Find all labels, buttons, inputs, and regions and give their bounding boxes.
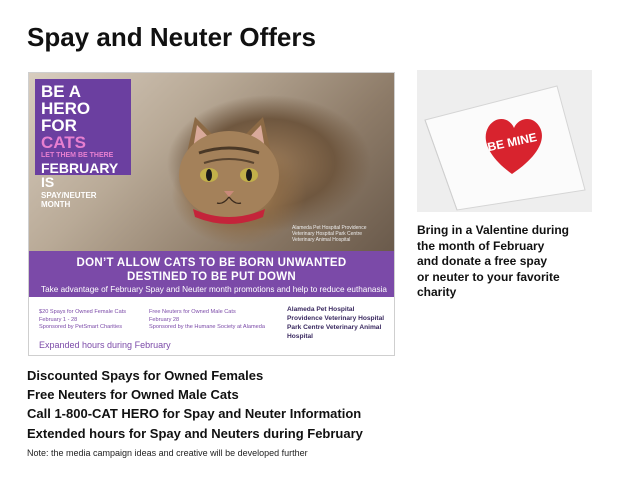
card-line: the month of February <box>417 238 545 253</box>
card-line: charity <box>417 285 457 299</box>
hospital-list <box>287 306 392 342</box>
poster-banner <box>29 251 394 297</box>
list-item: Extended hours for Spay and Neuters during February <box>27 425 363 441</box>
kitten-illustration <box>159 113 299 233</box>
hero-small-text: LET THEM BE THERE <box>41 152 114 159</box>
cat-photo <box>29 73 394 251</box>
hero-subheadline <box>41 117 125 151</box>
offer-spay-sponsor: Sponsored by PetSmart Charities <box>39 324 123 331</box>
hero-badge <box>35 79 131 209</box>
card-line: Bring in a Valentine during <box>417 223 570 237</box>
hero-month-subtitle: SPAY/NEUTER MONTH <box>41 191 97 209</box>
banner-subheadline: DESTINED TO BE PUT DOWN <box>127 271 296 283</box>
offer-spay-title: $20 Spays for Owned Female Cats <box>39 309 127 315</box>
list-item: Discounted Spays for Owned Females <box>27 368 264 383</box>
valentine-card-photo <box>417 70 592 212</box>
expanded-hours-text: Expanded hours during February <box>39 340 171 350</box>
valentine-card-illustration <box>417 70 592 212</box>
offer-neuter-title: Free Neuters for Owned Male Cats <box>149 309 236 315</box>
offer-spay-dates: February 1 - 28 <box>39 316 78 323</box>
offer-neuter-dates: February 28 <box>149 316 180 323</box>
hero-for-text: FOR <box>41 116 77 135</box>
poster-offers <box>29 297 394 355</box>
heart-text: BE MINE <box>486 130 539 155</box>
offer-bullet-list <box>27 366 363 443</box>
hospital-item: Alameda Pet Hospital <box>287 306 355 313</box>
offer-spay <box>39 309 149 332</box>
banner-tagline: Take advantage of February Spay and Neuter month promotions and help to reduce euthanasia <box>41 285 387 294</box>
footnote: Note: the media campaign ideas and creative will be developed further <box>27 448 308 458</box>
hero-headline: BE A HERO <box>41 82 91 118</box>
offer-neuter-sponsor: Sponsored by the Humane Society at Alameda <box>149 324 265 331</box>
hospital-item: Park Centre Veterinary Animal Hospital <box>287 323 382 340</box>
hero-month-text: FEBRUARY IS <box>41 160 119 190</box>
list-item: Call 1-800-CAT HERO for Spay and Neuter Information <box>27 406 362 422</box>
photo-credit: Alameda Pet Hospital Providence Veterinary Hospital Park Centre Veterinary Animal Hospital <box>292 225 367 243</box>
campaign-poster <box>28 72 395 356</box>
offer-neuter <box>149 309 289 332</box>
hero-cats-text: CATS <box>41 133 87 152</box>
card-line: and donate a free spay <box>417 254 548 268</box>
card-line: or neuter to your favorite <box>417 269 560 284</box>
list-item: Free Neuters for Owned Male Cats <box>27 387 239 403</box>
page-title: Spay and Neuter Offers <box>27 22 316 52</box>
valentine-offer-text <box>417 223 602 301</box>
banner-headline: DON’T ALLOW CATS TO BE BORN UNWANTED <box>76 257 347 269</box>
hospital-item: Providence Veterinary Hospital <box>287 314 385 322</box>
